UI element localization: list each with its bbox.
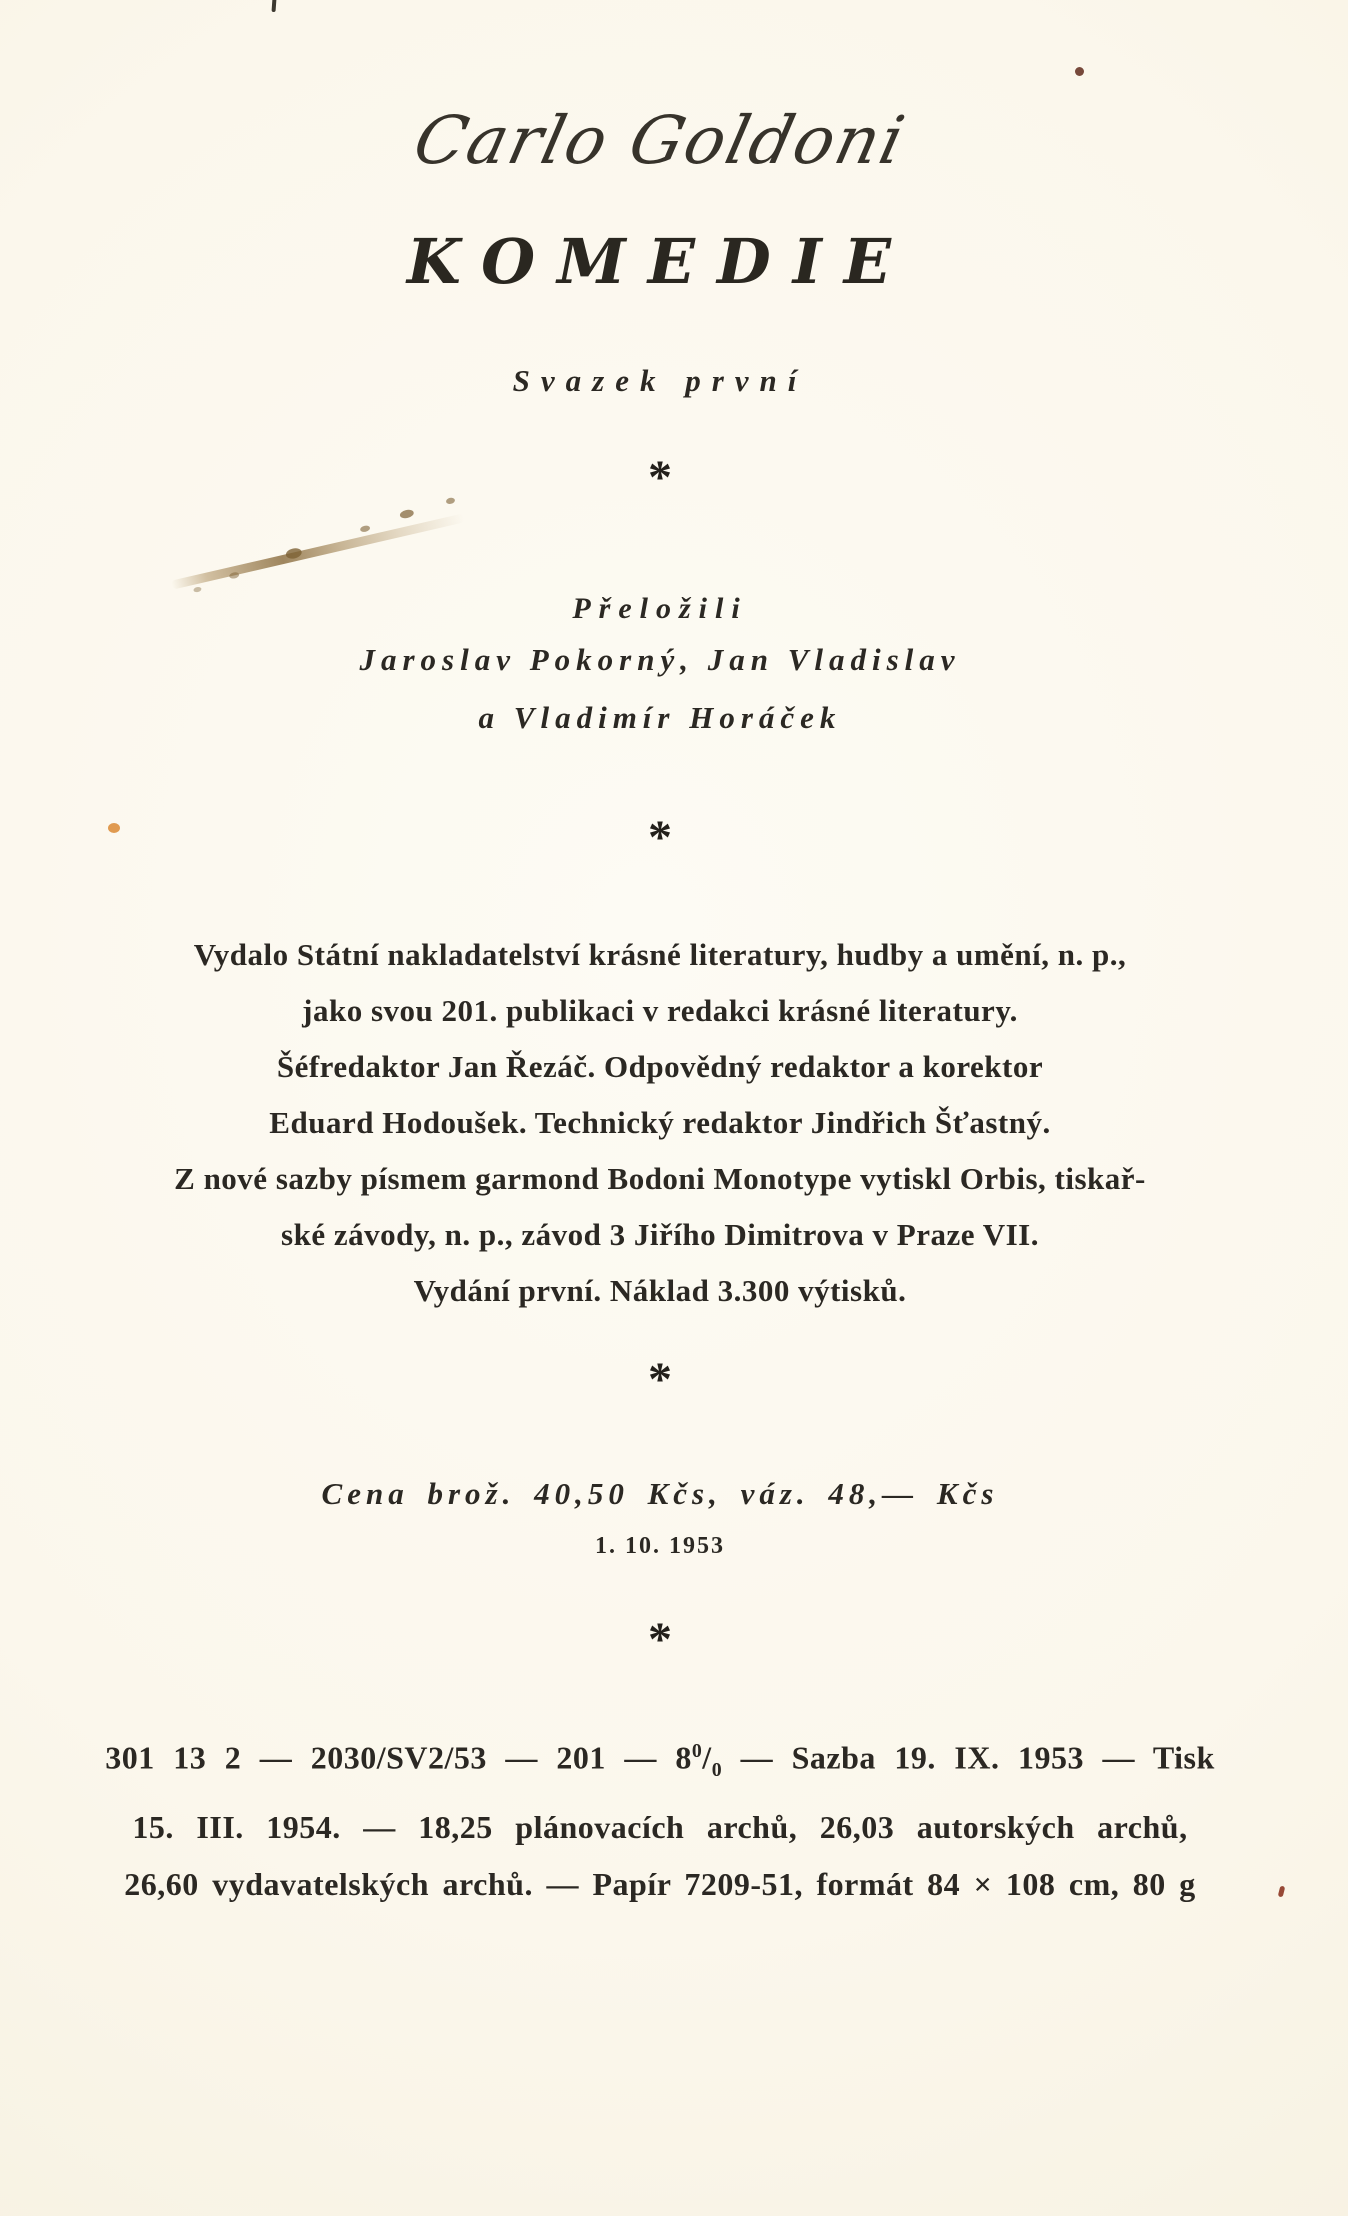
imprint-line: jako svou 201. publikaci v redakci krásné literatury. — [302, 993, 1018, 1028]
price-date: 1. 10. 1953 — [595, 1533, 725, 1559]
imprint-block — [40, 927, 1280, 1319]
separator-asterisk: * — [648, 811, 672, 864]
translators-heading: Přeložili — [572, 592, 748, 625]
imprint-line: Šéfredaktor Jan Řezáč. Odpovědný redaktor a korektor — [276, 1049, 1044, 1084]
colophon-line-1-post: — Sazba 19. IX. 1953 — Tisk — [722, 1739, 1215, 1776]
imprint-line: Vydalo Státní nakladatelství krásné literatury, hudby a umění, n. p., — [193, 937, 1127, 972]
percent-subscript: 0 — [711, 1759, 723, 1782]
imprint-line: ské závody, n. p., závod 3 Jiřího Dimitrova v Praze VII. — [281, 1217, 1039, 1252]
colophon-line-1-pre: 301 13 2 — 2030/SV2/53 — 201 — 8 — [105, 1739, 692, 1776]
price-line: Cena brož. 40,50 Kčs, váz. 48,— Kčs — [321, 1476, 999, 1511]
percent-slash: / — [702, 1739, 712, 1776]
colophon-line-3: 26,60 vydavatelských archů. — Papír 7209-51, formát 84 × 108 cm, 80 g — [124, 1866, 1196, 1903]
colophon-line-2: 15. III. 1954. — 18,25 plánovacích archů, 26,03 autorských archů, — [132, 1809, 1188, 1846]
colophon-block — [40, 1723, 1280, 1913]
percent-superscript: 0 — [691, 1740, 703, 1762]
imprint-line: Vydání první. Náklad 3.300 výtisků. — [413, 1273, 907, 1308]
colophon-line-1 — [40, 1723, 1280, 1799]
volume-subtitle: Svazek první — [512, 363, 808, 398]
separator-asterisk: * — [648, 1353, 672, 1406]
imprint-line: Z nové sazby písmem garmond Bodoni Monotype vytiskl Orbis, tiskař- — [174, 1161, 1146, 1196]
price-block — [40, 1471, 1280, 1561]
book-title: KOMEDIE — [406, 225, 914, 298]
pen-tick-mark — [272, 0, 277, 12]
page-content — [40, 88, 1280, 1913]
translator-names-line-2: a Vladimír Horáček — [478, 700, 842, 735]
translator-names-line-1: Jaroslav Pokorný, Jan Vladislav — [359, 642, 961, 677]
translators-block — [40, 587, 1280, 747]
imprint-line: Eduard Hodoušek. Technický redaktor Jindřich Šťastný. — [269, 1105, 1051, 1140]
ink-spot-top-right — [1075, 67, 1084, 76]
separator-asterisk: * — [648, 1613, 672, 1666]
author-name: Carlo Goldoni — [406, 102, 914, 179]
separator-asterisk: * — [648, 451, 672, 504]
